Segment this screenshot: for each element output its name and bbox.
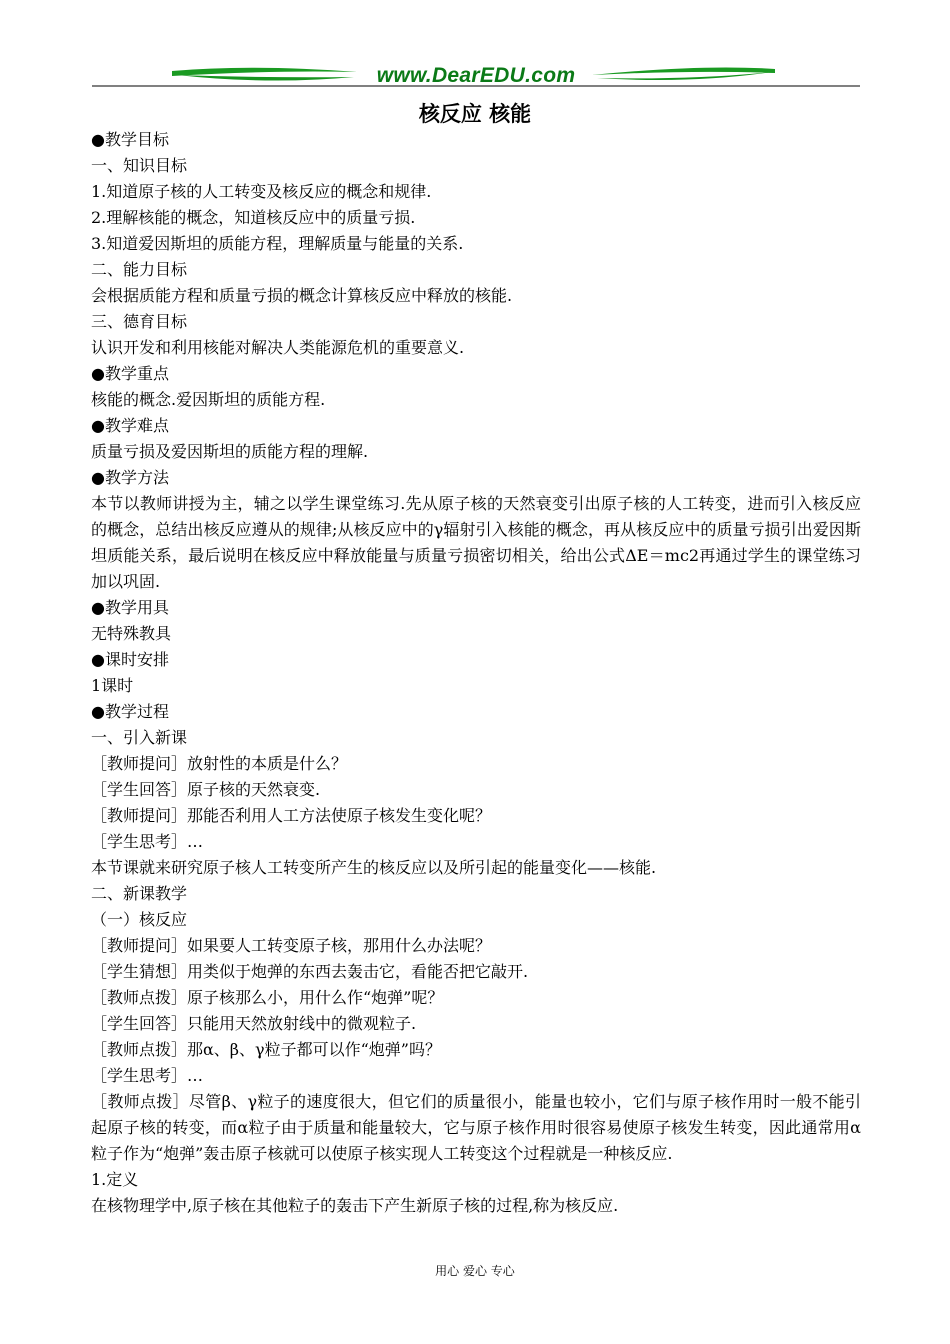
page-footer: 用心 爱心 专心 (435, 1264, 515, 1278)
text-line: ●教学用具 (91, 598, 169, 617)
text-line: 1课时 (91, 676, 134, 695)
text-line: 三、德育目标 (91, 312, 188, 331)
document-body (91, 127, 861, 1219)
dialog-line: ［学生思考］… (91, 1066, 204, 1085)
text-line: ●教学方法 (91, 468, 169, 487)
text-line: 一、引入新课 (91, 728, 188, 747)
text-line: 一、知识目标 (91, 156, 188, 175)
dialog-line: ［教师提问］那能否利用人工方法使原子核发生变化呢？ (91, 806, 492, 825)
text-line: 在核物理学中,原子核在其他粒子的轰击下产生新原子核的过程,称为核反应. (91, 1196, 619, 1215)
site-logo-text: www.DearEDU.com (376, 64, 576, 87)
dialog-line: ［学生思考］… (91, 832, 204, 851)
dialog-line: ［教师点拨］原子核那么小，用什么作“炮弹”呢？ (91, 988, 444, 1007)
text-line: 核能的概念.爱因斯坦的质能方程. (91, 390, 326, 409)
text-line: 二、新课教学 (91, 884, 188, 903)
page-title: 核反应 核能 (418, 102, 532, 126)
text-line: 3.知道爱因斯坦的质能方程，理解质量与能量的关系. (91, 234, 464, 253)
dialog-line: ［教师提问］如果要人工转变原子核，那用什么办法呢？ (91, 936, 492, 955)
text-line: 2.理解核能的概念，知道核反应中的质量亏损. (91, 208, 416, 227)
dialog-line: ［学生回答］只能用天然放射线中的微观粒子. (91, 1014, 417, 1033)
text-line: 1.定义 (91, 1170, 139, 1189)
page-header (92, 58, 860, 92)
text-line: 二、能力目标 (91, 260, 188, 279)
text-line: ●课时安排 (91, 650, 169, 669)
text-line: 1.知道原子核的人工转变及核反应的概念和规律. (91, 182, 432, 201)
text-line: 质量亏损及爱因斯坦的质能方程的理解. (91, 442, 369, 461)
text-line: 本节课就来研究原子核人工转变所产生的核反应以及所引起的能量变化——核能. (91, 858, 657, 877)
text-line: ●教学过程 (91, 702, 169, 721)
dialog-line: ［学生猜想］用类似于炮弹的东西去轰击它，看能否把它敲开. (91, 962, 529, 981)
dialog-line: ［教师提问］放射性的本质是什么？ (91, 754, 348, 773)
dialog-line: ［教师点拨］那α、β、γ粒子都可以作“炮弹”吗？ (91, 1040, 441, 1059)
text-line: 无特殊教具 (91, 624, 172, 643)
text-line: ●教学目标 (91, 130, 169, 149)
text-line: （一）核反应 (91, 910, 188, 929)
dialog-line: ［学生回答］原子核的天然衰变. (91, 780, 321, 799)
text-line: 认识开发和利用核能对解决人类能源危机的重要意义. (91, 338, 465, 357)
explanation-paragraph: ［教师点拨］尽管β、γ粒子的速度很大，但它们的质量很小，能量也较小，它们与原子核作用时一般不能引起原子核的转变，而α粒子由于质量和能量较大，它与原子核作用时很容易使原子核发生转变，因此通常用α粒子作为“炮弹”轰击原子核就可以使原子核实现人工转变这个过程就是一种核反应. (91, 1092, 861, 1163)
text-line: 会根据质能方程和质量亏损的概念计算核反应中释放的核能. (91, 286, 513, 305)
text-line: ●教学重点 (91, 364, 169, 383)
text-line: ●教学难点 (91, 416, 169, 435)
method-paragraph: 本节以教师讲授为主，辅之以学生课堂练习.先从原子核的天然衰变引出原子核的人工转变，进而引入核反应的概念，总结出核反应遵从的规律;从核反应中的γ辐射引入核能的概念，再从核反应中的质量亏损引出爱因斯坦质能关系，最后说明在核反应中释放能量与质量亏损密切相关，给出公式ΔE＝mc2再通过学生的课堂练习加以巩固. (91, 494, 861, 591)
